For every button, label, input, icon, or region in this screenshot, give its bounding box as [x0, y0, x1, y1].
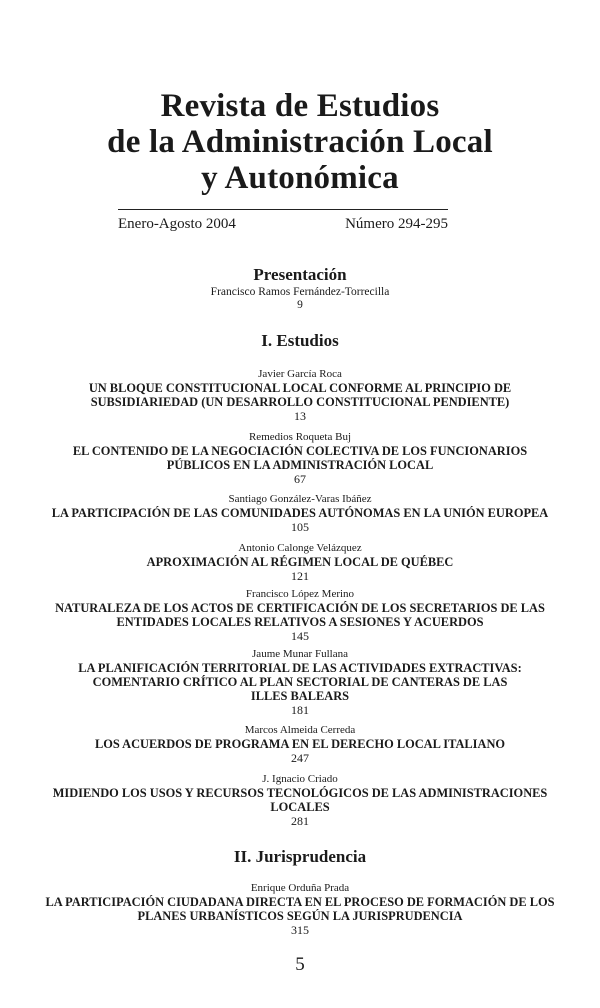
entry-title-line: LA PARTICIPACIÓN DE LAS COMUNIDADES AUTÓNOMAS EN LA UNIÓN EUROPEA	[51, 506, 549, 520]
entry-title-line: LOCALES	[270, 800, 330, 814]
entry-author: Antonio Calonge Velázquez	[238, 542, 362, 554]
entry-title-line: EL CONTENIDO DE LA NEGOCIACIÓN COLECTIVA DE LOS FUNCIONARIOS	[72, 444, 528, 458]
entry-author: J. Ignacio Criado	[262, 773, 338, 785]
title-line: Revista de Estudios	[160, 88, 440, 124]
entry-title-line: MIDIENDO LOS USOS Y RECURSOS TECNOLÓGICOS DE LAS ADMINISTRACIONES	[52, 786, 548, 800]
entry-page: 145	[291, 629, 309, 643]
journal-title	[0, 88, 600, 196]
entry-page: 281	[291, 814, 309, 828]
entry-page: 181	[291, 703, 309, 717]
entry-page: 247	[291, 751, 309, 765]
entry-author: Santiago González-Varas Ibáñez	[228, 493, 372, 505]
entry-title-line: SUBSIDIARIEDAD (UN DESARROLLO CONSTITUCIONAL PENDIENTE)	[90, 395, 510, 409]
entry-page: 105	[291, 520, 309, 534]
issue-date: Enero-Agosto 2004	[118, 216, 236, 232]
issue-info	[118, 209, 448, 233]
toc-entry[interactable]	[20, 542, 580, 583]
entry-author: Enrique Orduña Prada	[250, 882, 350, 894]
entry-author: Marcos Almeida Cerreda	[244, 724, 356, 736]
entry-title-line: PÚBLICOS EN LA ADMINISTRACIÓN LOCAL	[166, 458, 434, 472]
toc-entry[interactable]	[20, 773, 580, 828]
entry-author: Jaume Munar Fullana	[252, 648, 348, 660]
entry-title-line: ILLES BALEARS	[250, 689, 350, 703]
toc-entry[interactable]	[20, 588, 580, 643]
toc-entry[interactable]	[20, 368, 580, 423]
estudios-heading: I. Estudios	[261, 331, 339, 350]
presentacion-heading: Presentación	[253, 265, 347, 284]
entry-author: Remedios Roqueta Buj	[248, 431, 352, 443]
entry-page: 315	[291, 923, 309, 937]
entry-page: 13	[294, 409, 306, 423]
entry-title-line: ENTIDADES LOCALES RELATIVOS A SESIONES Y ACUERDOS	[116, 615, 484, 629]
entry-page: 121	[291, 569, 309, 583]
entry-title-line: UN BLOQUE CONSTITUCIONAL LOCAL CONFORME AL PRINCIPIO DE	[88, 381, 512, 395]
entry-title-line: PLANES URBANÍSTICOS SEGÚN LA JURISPRUDENCIA	[137, 909, 463, 923]
presentacion-author: Francisco Ramos Fernández-Torrecilla	[210, 286, 390, 298]
jurisprudencia-heading: II. Jurisprudencia	[233, 847, 367, 866]
issue-number: Número 294-295	[345, 216, 448, 232]
entry-page: 67	[294, 472, 306, 486]
toc-entry[interactable]	[20, 882, 580, 937]
toc-entry[interactable]	[20, 724, 580, 765]
toc-entry[interactable]	[20, 431, 580, 486]
entry-title-line: APROXIMACIÓN AL RÉGIMEN LOCAL DE QUÉBEC	[146, 555, 454, 569]
toc-entry[interactable]	[20, 648, 580, 717]
toc-entry[interactable]	[20, 493, 580, 534]
presentacion-page: 9	[297, 299, 303, 311]
entry-author: Francisco López Merino	[245, 588, 355, 600]
entry-author: Javier García Roca	[258, 368, 342, 380]
entry-title-line: LOS ACUERDOS DE PROGRAMA EN EL DERECHO LOCAL ITALIANO	[94, 737, 506, 751]
entry-title-line: LA PARTICIPACIÓN CIUDADANA DIRECTA EN EL PROCESO DE FORMACIÓN DE LOS	[45, 895, 555, 909]
title-line: y Autonómica	[201, 160, 399, 196]
title-line: de la Administración Local	[107, 124, 493, 160]
page-number: 5	[295, 954, 305, 975]
entry-title-line: NATURALEZA DE LOS ACTOS DE CERTIFICACIÓN DE LOS SECRETARIOS DE LAS	[55, 601, 545, 615]
entry-title-line: LA PLANIFICACIÓN TERRITORIAL DE LAS ACTIVIDADES EXTRACTIVAS:	[78, 661, 522, 675]
entry-title-line: COMENTARIO CRÍTICO AL PLAN SECTORIAL DE CANTERAS DE LAS	[92, 675, 508, 689]
